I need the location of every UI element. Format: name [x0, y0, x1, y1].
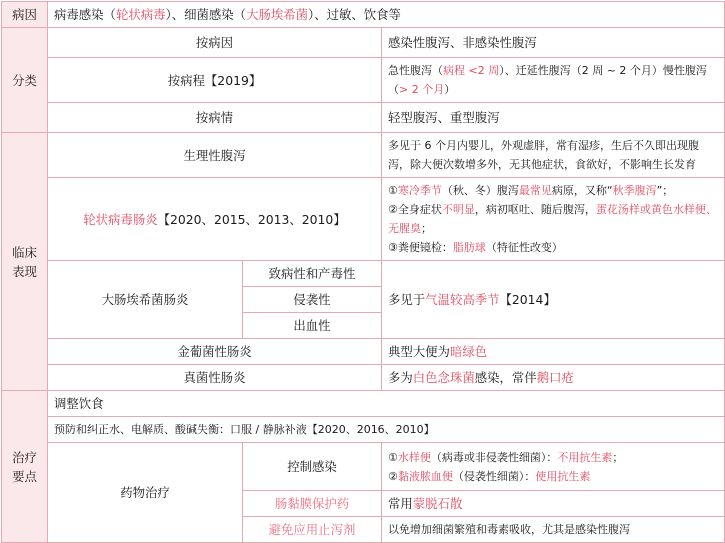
- ecoli-sub-toxigenic: 致病性和产毒性: [243, 261, 382, 287]
- rotavirus-label: 轮状病毒肠炎【2020、2015、2013、2010】: [48, 178, 382, 261]
- row-fluid: [2, 417, 725, 443]
- physiological-label: 生理性腹泻: [48, 133, 382, 178]
- physiological-value: 多见于 6 个月内婴儿，外观虚胖，常有湿疹，生后不久即出现腹泻，除大便次数增多外，无其他症状，食欲好，不影响生长发育: [382, 133, 725, 178]
- rotavirus-value: [382, 178, 725, 261]
- row-ecoli-1: [2, 261, 725, 287]
- fungal-value: 多为白色念珠菌感染，常伴鹅口疮: [382, 365, 725, 391]
- by-severity-value: 轻型腹泻、重型腹泻: [382, 103, 725, 133]
- cause-value: 病毒感染（轮状病毒）、细菌感染（大肠埃希菌）、过敏、饮食等: [48, 2, 725, 28]
- row-physiological: [2, 133, 725, 178]
- clinical-label: 临床表现: [2, 133, 48, 391]
- row-rotavirus: [2, 178, 725, 261]
- row-infection-control: [2, 443, 725, 491]
- staph-value: 典型大便为暗绿色: [382, 339, 725, 365]
- ecoli-label: 大肠埃希菌肠炎: [48, 261, 243, 339]
- row-fungal: [2, 365, 725, 391]
- classification-label: 分类: [2, 28, 48, 133]
- by-cause-value: 感染性腹泻、非感染性腹泻: [382, 28, 725, 58]
- fluid-value: 预防和纠正水、电解质、酸碱失衡：口服 / 静脉补液【2020、2016、2010】: [48, 417, 725, 443]
- fungal-label: 真菌性肠炎: [48, 365, 382, 391]
- cause-label: 病因: [2, 2, 48, 28]
- ecoli-sub-invasive: 侵袭性: [243, 287, 382, 313]
- treatment-label: 治疗要点: [2, 391, 48, 543]
- infection-control-label: 控制感染: [243, 443, 382, 491]
- rotavirus-line-3: ③粪便镜检：脂肪球（特征性改变）: [388, 241, 563, 254]
- infection-line-1: ①水样便（病毒或非侵袭性细菌）：不用抗生素；: [388, 450, 624, 464]
- row-class-by-course: [2, 58, 725, 103]
- mucosal-value: 常用蒙脱石散: [382, 491, 725, 517]
- by-course-value: 急性腹泻（病程 <2 周）、迁延性腹泻（2 周 ~ 2 个月）慢性腹泻（> 2 个月）: [382, 58, 725, 103]
- staph-label: 金葡菌性肠炎: [48, 339, 382, 365]
- row-cause: [2, 2, 725, 28]
- row-class-by-cause: [2, 28, 725, 58]
- row-diet: [2, 391, 725, 417]
- rotavirus-line-1: ①寒冷季节（秋、冬）腹泻最常见病原，又称“秋季腹泻”；: [388, 184, 674, 197]
- drug-therapy-label: 药物治疗: [48, 443, 243, 543]
- diet-value: 调整饮食: [48, 391, 725, 417]
- by-severity-label: 按病情: [48, 103, 382, 133]
- diarrhea-summary-table: [1, 1, 725, 543]
- row-class-by-severity: [2, 103, 725, 133]
- by-cause-label: 按病因: [48, 28, 382, 58]
- row-staph: [2, 339, 725, 365]
- avoid-label: 避免应用止泻剂: [243, 517, 382, 543]
- rotavirus-line-2: ②全身症状不明显，病初呕吐、随后腹泻，蛋花汤样或黄色水样便、无腥臭；: [388, 203, 717, 235]
- by-course-label: 按病程【2019】: [48, 58, 382, 103]
- infection-line-2: ②黏液脓血便（侵袭性细菌）：使用抗生素: [388, 469, 591, 483]
- infection-control-value: [382, 443, 725, 491]
- avoid-value: 以免增加细菌繁殖和毒素吸收，尤其是感染性腹泻: [382, 517, 725, 543]
- ecoli-value: 多见于气温较高季节【2014】: [382, 261, 725, 339]
- mucosal-label: 肠黏膜保护药: [243, 491, 382, 517]
- ecoli-sub-hemorrhagic: 出血性: [243, 313, 382, 339]
